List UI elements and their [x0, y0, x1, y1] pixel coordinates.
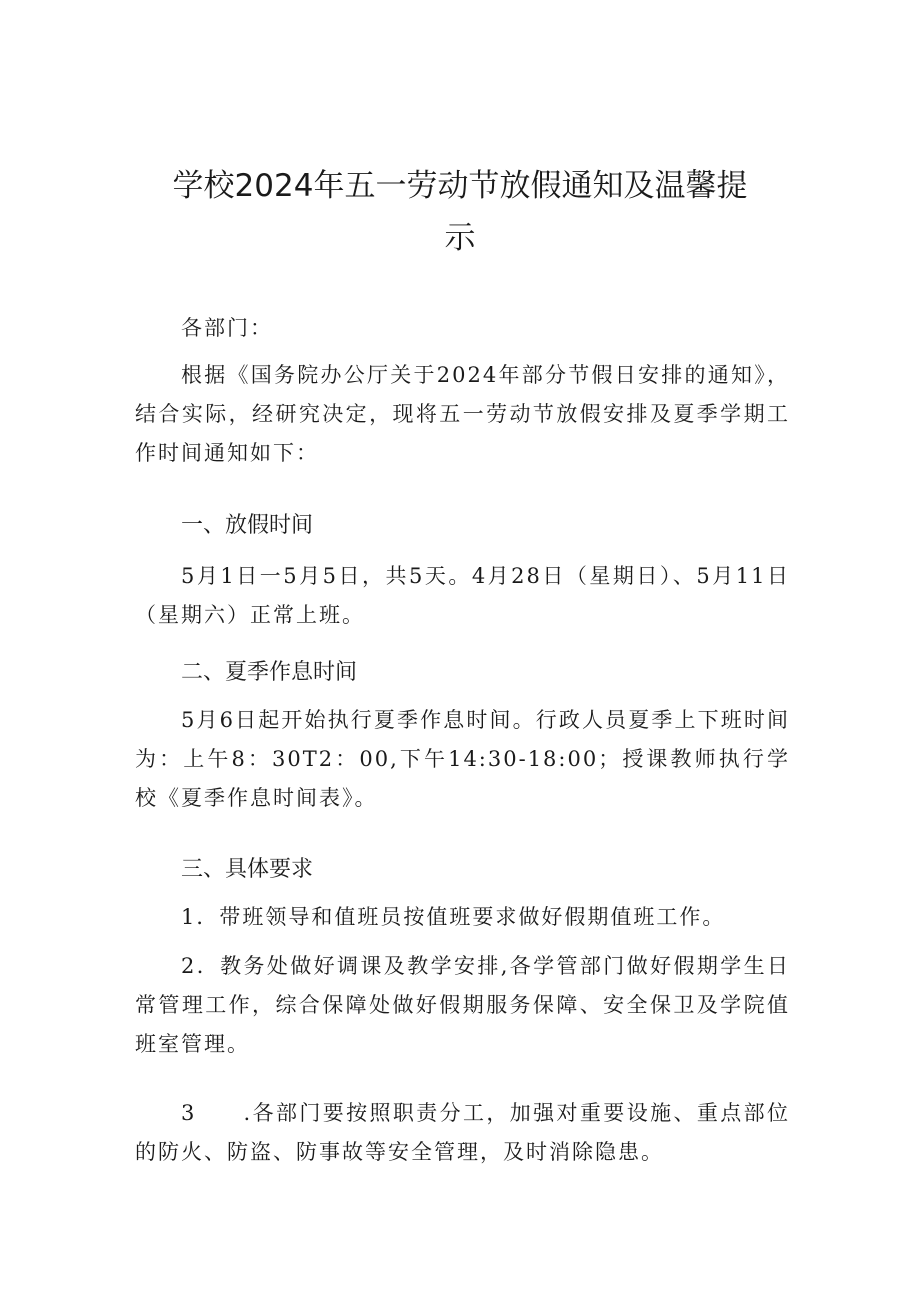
- section-3-paragraph-1: 1．带班领导和值班员按值班要求做好假期值班工作。: [181, 905, 726, 929]
- section-3-paragraph-2: 2．教务处做好调课及教学安排,各学管部门做好假期学生日常管理工作，综合保障处做好假期服务保障、安全保卫及学院值班室管理。: [135, 954, 790, 1056]
- section-3-paragraph-3: 3 .各部门要按照职责分工，加强对重要设施、重点部位的防火、防盗、防事故等安全管理，及时消除隐患。: [135, 1101, 790, 1164]
- title-line-1: 学校2024年五一劳动节放假通知及温馨提: [172, 168, 748, 204]
- intro-paragraph: 根据《国务院办公厅关于2024年部分节假日安排的通知》，结合实际，经研究决定，现将五一劳动节放假安排及夏季学期工作时间通知如下：: [135, 363, 790, 465]
- section-2-paragraph-1: 5月6日起开始执行夏季作息时间。行政人员夏季上下班时间为：上午8：30T2：00,下午14:30-18:00；授课教师执行学校《夏季作息时间表》。: [135, 708, 790, 810]
- salutation: 各部门：: [181, 316, 273, 340]
- section-heading-1: 一、放假时间: [181, 513, 314, 538]
- section-heading-3: 三、具体要求: [181, 857, 314, 882]
- title-line-2: 示: [444, 220, 476, 256]
- section-1-paragraph-1: 5月1日一5月5日，共5天。4月28日（星期日）、5月11日（星期六）正常上班。: [135, 564, 790, 627]
- section-heading-2: 二、夏季作息时间: [181, 660, 358, 685]
- document-title: [150, 160, 770, 264]
